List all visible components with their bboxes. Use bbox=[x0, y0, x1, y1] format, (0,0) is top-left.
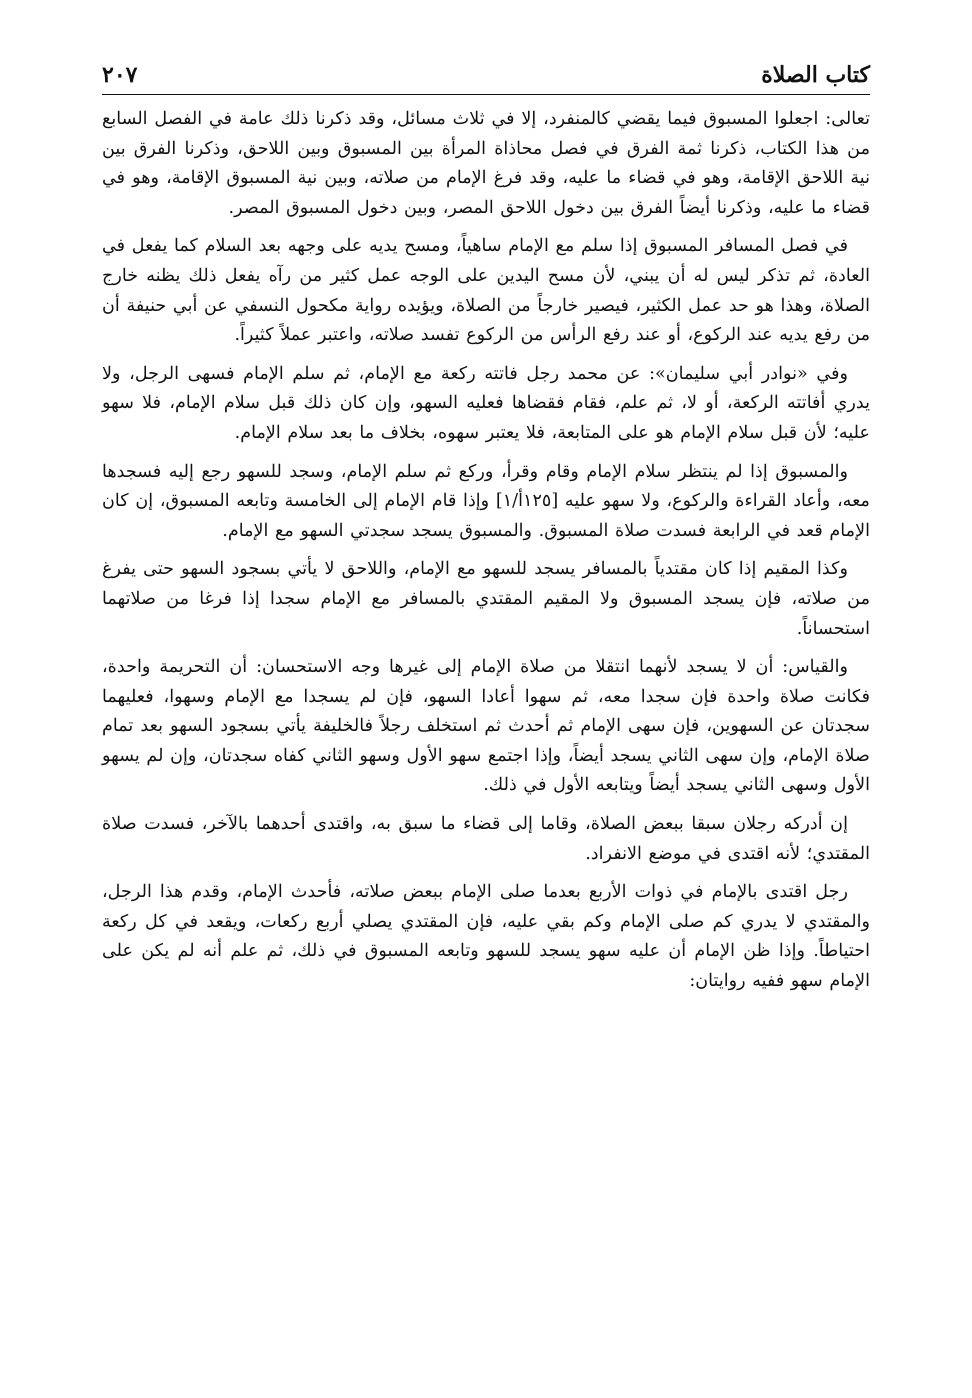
page-title: كتاب الصلاة bbox=[761, 62, 870, 88]
paragraph: وفي «نوادر أبي سليمان»: عن محمد رجل فاتته ركعة مع الإمام، ثم سلم الإمام فسهى الرجل، ولا يدري أفاتته الركعة، أو لا، ثم علم، فقام فقضاها فعليه السهو، وإن كان ذلك قبل سلام الإمام، فلا سهو عليه؛ لأن قبل سلام الإمام هو على المتابعة، فلا يعتبر سهوه، بخلاف ما بعد سلام الإمام. bbox=[102, 363, 870, 443]
paragraph: والمسبوق إذا لم ينتظر سلام الإمام وقام وقرأ، وركع ثم سلم الإمام، وسجد للسهو رجع إليه فسجدها معه، وأعاد القراءة والركوع، ولا سهو عليه [١٢٥أ/١] وإذا قام الإمام إلى الخامسة وتابعه المسبوق، إن كان الإمام قعد في الرابعة فسدت صلاة المسبوق. والمسبوق يسجد سجدتي السهو مع الإمام. bbox=[102, 461, 870, 541]
page-header bbox=[102, 58, 870, 95]
paragraph: إن أدركه رجلان سبقا ببعض الصلاة، وقاما إلى قضاء ما سبق به، واقتدى أحدهما بالآخر، فسدت صلاة المقتدي؛ لأنه اقتدى في موضع الانفراد. bbox=[102, 814, 870, 864]
page-number: ٢٠٧ bbox=[102, 62, 138, 88]
paragraph: رجل اقتدى بالإمام في ذوات الأربع بعدما صلى الإمام ببعض صلاته، فأحدث الإمام، وقدم هذا الرجل، والمقتدي لا يدري كم صلى الإمام وكم بقي عليه، فإن المقتدي يصلي أربع ركعات، ويقعد في كل ركعة احتياطاً. وإذا ظن الإمام أن عليه سهو يسجد للسهو وتابعه المسبوق في ذلك، ثم علم أنه لم يكن على الإمام سهو ففيه روايتان: bbox=[102, 882, 870, 992]
paragraph: تعالى: اجعلوا المسبوق فيما يقضي كالمنفرد، إلا في ثلاث مسائل، وقد ذكرنا ذلك عامة في الفصل السابع من هذا الكتاب، ذكرنا ثمة الفرق في فصل محاذاة المرأة بين المسبوق وبين اللاحق، وذكرنا الفرق بين نية اللاحق الإقامة، وهو في قضاء ما عليه، وقد فرغ الإمام من صلاته، وبين نية المسبوق الإقامة، وهو في قضاء ما عليه، وذكرنا أيضاً الفرق بين دخول اللاحق المصر، وبين دخول المسبوق المصر. bbox=[102, 109, 870, 218]
page-body bbox=[102, 105, 870, 997]
paragraph: في فصل المسافر المسبوق إذا سلم مع الإمام ساهياً، ومسح يديه على وجهه بعد السلام كما يفعل في العادة، ثم تذكر ليس له أن يبني، لأن مسح اليدين على الوجه عمل كثير من رآه يفعل ذلك يظنه خارج الصلاة، وهذا هو حد عمل الكثير، فيصير خارجاً من الصلاة، ويؤيده رواية مكحول النسفي عن أبي حنيفة أن من رفع يديه عند الركوع، أو عند رفع الرأس من الركوع تفسد صلاته، واعتبر عملاً كثيراً. bbox=[102, 236, 870, 346]
paragraph: وكذا المقيم إذا كان مقتدياً بالمسافر يسجد للسهو مع الإمام، واللاحق لا يأتي بسجود السهو حتى يفرغ من صلاته، فإن يسجد المسبوق ولا المقيم المقتدي بالمسافر مع الإمام سجدا إذا فرغا من صلاتهما استحساناً. bbox=[102, 559, 870, 639]
document-page bbox=[102, 58, 870, 1006]
paragraph: والقياس: أن لا يسجد لأنهما انتقلا من صلاة الإمام إلى غيرها وجه الاستحسان: أن التحريمة واحدة، فكانت صلاة واحدة فإن سجدا معه، ثم سهوا أعادا السهو، فإن لم يسجدا مع الإمام وسهوا، فعليهما سجدتان عن السهوين، فإن سهى الإمام ثم أحدث ثم استخلف رجلاً فالخليفة يأتي بسجود السهو بعد تمام صلاة الإمام، وإن سهى الثاني يسجد أيضاً، وإذا اجتمع سهو الأول وسهو الثاني كفاه سجدتان، وإن لم يسهو الأول وسهى الثاني يسجد أيضاً ويتابعه الأول في ذلك. bbox=[102, 657, 870, 796]
